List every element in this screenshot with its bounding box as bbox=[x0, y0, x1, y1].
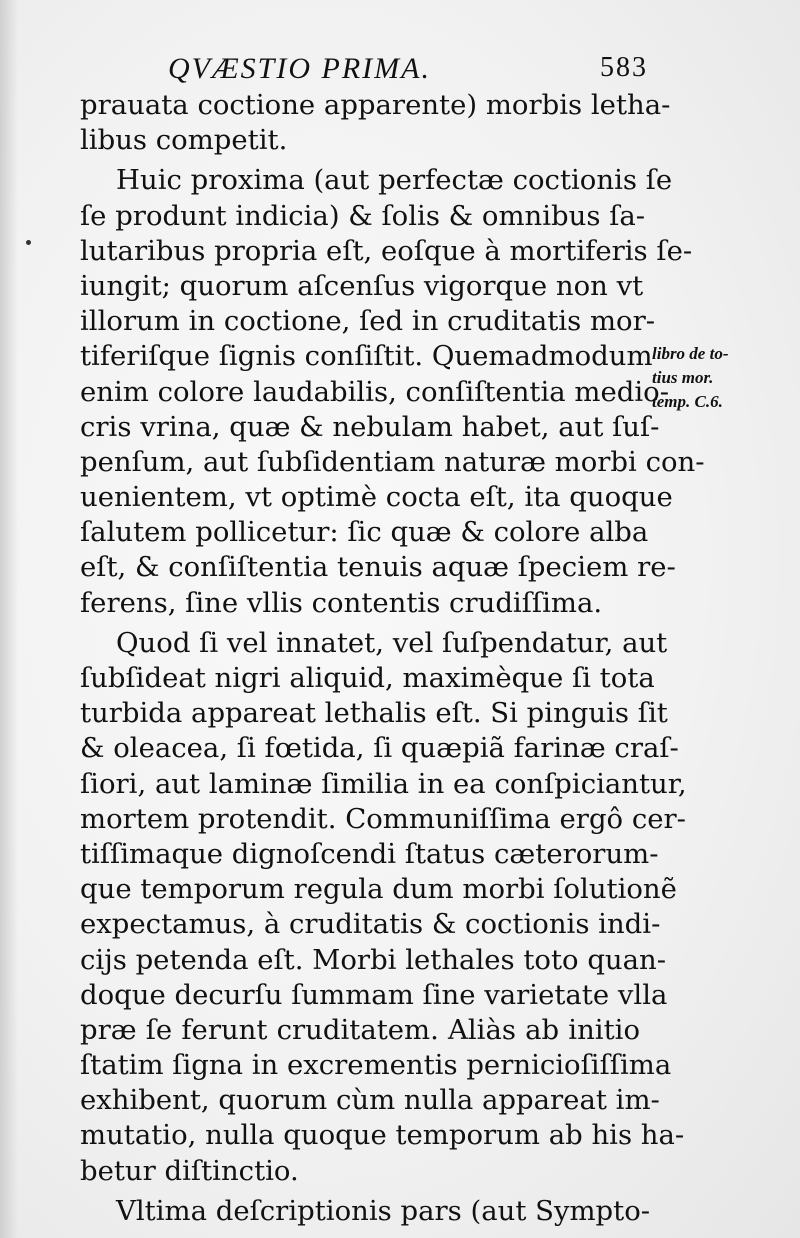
text-line: iungit; quorum aſcenſus vigorque non vt bbox=[80, 269, 644, 302]
text-line: Quod ſi vel innatet, vel ſuſpendatur, aut bbox=[116, 626, 668, 659]
text-line: turbida appareat lethalis eſt. Si pinguis ſit bbox=[80, 697, 668, 730]
text-line: uenientem, vt optimè cocta eſt, ita quoque bbox=[80, 481, 673, 514]
text-line: penſum, aut ſubſidentiam naturæ morbi con- bbox=[80, 445, 705, 478]
page-number: 583 bbox=[600, 52, 648, 83]
text-line: doque decurſu ſummam ſine varietate vlla bbox=[80, 978, 668, 1011]
text-line: exhibent, quorum cùm nulla appareat im- bbox=[80, 1084, 660, 1117]
text-line: illorum in coctione, ſed in cruditatis mor- bbox=[80, 305, 656, 338]
text-line: tiſſimaque dignoſcendi ſtatus cæterorum- bbox=[80, 837, 659, 870]
ink-speck bbox=[26, 240, 31, 245]
text-line: ferens, ſine vllis contentis crudiſſima. bbox=[80, 586, 603, 619]
running-head: QVÆSTIO PRIMA. bbox=[168, 52, 431, 85]
text-line: Vltima deſcriptionis pars (aut Sympto- bbox=[116, 1194, 651, 1227]
page-gutter-shadow bbox=[0, 0, 18, 1238]
text-line: prauata coctione apparente) morbis letha- bbox=[80, 89, 671, 121]
text-line: Huic proxima (aut perfectæ coctionis ſe bbox=[116, 164, 673, 197]
marginal-note-line: libro de to- bbox=[652, 344, 729, 363]
text-line: ſiori, aut laminæ ſimilia in ea conſpiciantur, bbox=[80, 767, 687, 800]
text-line: enim colore laudabilis, conſiſtentia medio- bbox=[80, 375, 669, 408]
text-line: betur diſtinctio. bbox=[80, 1154, 299, 1187]
text-line: ſtatim ſigna in excrementis pernicioſiſſima bbox=[80, 1049, 672, 1082]
marginal-note-line: tius mor. bbox=[652, 368, 714, 387]
text-line: mortem protendit. Communiſſima ergô cer- bbox=[80, 802, 686, 835]
marginal-note bbox=[652, 342, 772, 414]
text-line: præ ſe ferunt cruditatem. Aliàs ab initio bbox=[80, 1013, 640, 1046]
page-header bbox=[160, 52, 648, 86]
marginal-note-line: temp. C.6. bbox=[652, 392, 723, 411]
text-line: eſt, & conſiſtentia tenuis aquæ ſpeciem re- bbox=[80, 551, 676, 584]
text-line: & oleacea, ſi fœtida, ſi quæpiã farinæ craſ- bbox=[80, 732, 679, 765]
text-line: expectamus, à cruditatis & coctionis indi- bbox=[80, 908, 661, 941]
text-line: cris vrina, quæ & nebulam habet, aut ſuſ- bbox=[80, 410, 660, 443]
text-line: que temporum regula dum morbi ſolutionẽ bbox=[80, 873, 677, 906]
text-line: lutaribus propria eſt, eoſque à mortiferis ſe- bbox=[80, 234, 693, 267]
text-line: cijs petenda eſt. Morbi lethales toto quan- bbox=[80, 943, 667, 976]
text-line: ſalutem pollicetur: ſic quæ & colore alba bbox=[80, 516, 649, 549]
text-line: libus competit. bbox=[80, 124, 288, 157]
text-line: ſubſideat nigri aliquid, maximèque ſi tota bbox=[80, 662, 655, 694]
text-line: mutatio, nulla quoque temporum ab his ha- bbox=[80, 1119, 685, 1152]
text-line: tiferiſque ſignis conſiſtit. Quemadmodum bbox=[80, 340, 653, 373]
text-line: ſe produnt indicia) & ſolis & omnibus ſa- bbox=[80, 199, 646, 232]
